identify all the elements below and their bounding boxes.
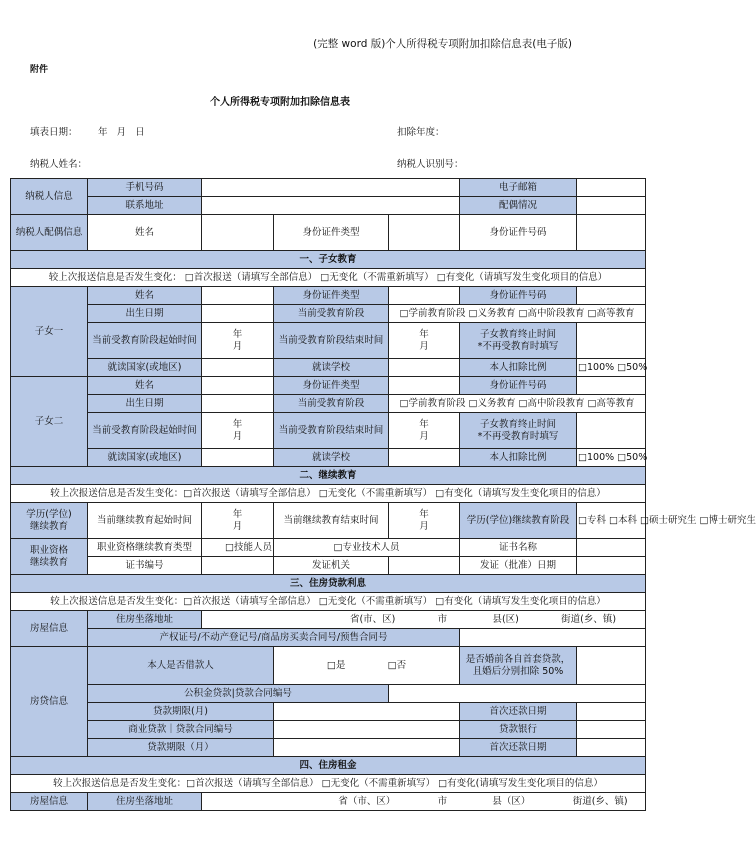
issue-date-label: 发证（批准）日期 — [460, 557, 577, 575]
child2-id-number-input[interactable] — [577, 377, 646, 395]
child1-terminate-label: 子女教育终止时间 *不再受教育时填写 — [460, 323, 577, 359]
phone-label: 手机号码 — [88, 179, 202, 197]
document-title: (完整 word 版)个人所得税专项附加扣除信息表(电子版) — [313, 38, 572, 50]
bank-label: 贷款银行 — [460, 721, 577, 739]
cert-name-input[interactable] — [577, 539, 646, 557]
first-repay2-input[interactable] — [577, 739, 646, 757]
cont-edu-change-options[interactable]: 较上次报送信息是否发生变化：□首次报送（请填写全部信息） □无变化（不需重新填写） □有变化（请填写发生变化项目的信息） — [11, 485, 646, 503]
child1-school-input[interactable] — [389, 359, 460, 377]
child1-country-label: 就读国家(或地区) — [88, 359, 202, 377]
child2-stage-label: 当前受教育阶段 — [274, 395, 389, 413]
cont-edu-stage-label: 学历(学位)继续教育阶段 — [460, 503, 577, 539]
child1-birth-label: 出生日期 — [88, 305, 202, 323]
loan-house-info-label: 房屋信息 — [11, 611, 88, 647]
child2-end-label: 当前受教育阶段结束时间 — [274, 413, 389, 449]
phone-input[interactable] — [202, 179, 460, 197]
child-two-label: 子女二 — [11, 377, 88, 467]
child-edu-change-options[interactable]: 较上次报送信息是否发生变化： □首次报送（请填写全部信息） □无变化（不需重新填写） □有变化（请填写发生变化项目的信息） — [11, 269, 646, 287]
child1-birth-input[interactable] — [202, 305, 274, 323]
child2-school-label: 就读学校 — [274, 449, 389, 467]
child2-id-type-label: 身份证件类型 — [274, 377, 389, 395]
child1-name-label: 姓名 — [88, 287, 202, 305]
cont-edu-start-label: 当前继续教育起始时间 — [88, 503, 202, 539]
taxpayer-name-label: 纳税人姓名： — [30, 159, 88, 170]
cont-edu-end-input[interactable]: 年 月 — [389, 503, 460, 539]
child1-terminate-input[interactable] — [577, 323, 646, 359]
spouse-info-label: 纳税人配偶信息 — [11, 215, 88, 251]
section-continuing-education-title: 二、继续教育 — [11, 467, 646, 485]
child2-school-input[interactable] — [389, 449, 460, 467]
borrower-options[interactable]: □是 □否 — [274, 647, 460, 685]
deduction-form-table — [10, 178, 756, 811]
child1-end-label: 当前受教育阶段结束时间 — [274, 323, 389, 359]
rent-change-options[interactable]: 较上次报送信息是否发生变化：□首次报送（请填写全部信息） □无变化（不需重新填写） □有变化(请填写发生变化项目的信息） — [11, 775, 646, 793]
loan-address-input[interactable]: 省(市、区) 市 县(区) 街道(乡、镇) — [202, 611, 646, 629]
address-label: 联系地址 — [88, 197, 202, 215]
cert-name-label: 证书名称 — [460, 539, 577, 557]
child2-end-input[interactable]: 年 月 — [389, 413, 460, 449]
loan-change-options[interactable]: 较上次报送信息是否发生变化：□首次报送（请填写全部信息） □无变化（不需重新填写） □有变化（请填写发生变化项目的信息） — [11, 593, 646, 611]
prof-tech-option[interactable]: □专业技术人员 — [274, 539, 460, 557]
first-home-label: 是否婚前各自首套贷款， 且婚后分别扣除 50% — [460, 647, 577, 685]
child2-terminate-label: 子女教育终止时间 *不再受教育时填写 — [460, 413, 577, 449]
first-repay-label: 首次还款日期 — [460, 703, 577, 721]
loan-address-label: 住房坐落地址 — [88, 611, 202, 629]
form-title: 个人所得税专项附加扣除信息表 — [210, 97, 350, 108]
child2-ratio-label: 本人扣除比例 — [460, 449, 577, 467]
child2-ratio-options[interactable]: □100% □50% — [577, 449, 646, 467]
commercial-term-label: 贷款期限（月） — [88, 739, 274, 757]
child1-id-number-input[interactable] — [577, 287, 646, 305]
child2-birth-label: 出生日期 — [88, 395, 202, 413]
loan-info-label: 房贷信息 — [11, 647, 88, 757]
taxpayer-info-label: 纳税人信息 — [11, 179, 88, 215]
child1-school-label: 就读学校 — [274, 359, 389, 377]
section-housing-loan-title: 三、住房贷款利息 — [11, 575, 646, 593]
cont-edu-stage-options[interactable]: □专科 □本科 □硕士研究生 □博士研究生 — [577, 503, 646, 539]
fill-date-value[interactable]: 年 月 日 — [98, 127, 145, 138]
prof-edu-label: 职业资格 继续教育 — [11, 539, 88, 575]
child1-start-input[interactable]: 年 月 — [202, 323, 274, 359]
address-input[interactable] — [202, 197, 460, 215]
email-input[interactable] — [577, 179, 646, 197]
spouse-id-type-input[interactable] — [389, 215, 460, 251]
form-frame — [10, 178, 756, 807]
child2-id-number-label: 身份证件号码 — [460, 377, 577, 395]
spouse-name-label: 姓名 — [88, 215, 202, 251]
child2-start-input[interactable]: 年 月 — [202, 413, 274, 449]
fund-contract-label: 公积金贷款|贷款合同编号 — [88, 685, 389, 703]
child1-id-type-label: 身份证件类型 — [274, 287, 389, 305]
spouse-status-label: 配偶情况 — [460, 197, 577, 215]
child2-country-label: 就读国家(或地区) — [88, 449, 202, 467]
email-label: 电子邮箱 — [460, 179, 577, 197]
rent-address-label: 住房坐落地址 — [88, 793, 202, 811]
child2-stage-options[interactable]: □学前教育阶段 □义务教育 □高中阶段教育 □高等教育 — [389, 395, 646, 413]
fund-contract-input[interactable] — [389, 685, 646, 703]
fund-term-input[interactable] — [274, 703, 460, 721]
child1-ratio-options[interactable]: □100% □50% — [577, 359, 646, 377]
child1-country-input[interactable] — [202, 359, 274, 377]
taxpayer-id-label: 纳税人识别号： — [397, 159, 464, 170]
fund-term-label: 贷款期限(月) — [88, 703, 274, 721]
attachment-label: 附件 — [30, 65, 49, 75]
child1-end-input[interactable]: 年 月 — [389, 323, 460, 359]
first-repay-input[interactable] — [577, 703, 646, 721]
rent-address-input[interactable]: 省（市、区） 市 县（区） 街道(乡、镇) — [202, 793, 646, 811]
child1-stage-label: 当前受教育阶段 — [274, 305, 389, 323]
issue-date-input[interactable] — [577, 557, 646, 575]
borrower-label: 本人是否借款人 — [88, 647, 274, 685]
child1-ratio-label: 本人扣除比例 — [460, 359, 577, 377]
commercial-contract-label: 商业贷款｜贷款合同编号 — [88, 721, 274, 739]
spouse-id-number-input[interactable] — [577, 215, 646, 251]
first-home-input[interactable] — [577, 647, 646, 685]
issuer-label: 发证机关 — [274, 557, 389, 575]
bank-input[interactable] — [577, 721, 646, 739]
cert-number-label: 证书编号 — [88, 557, 202, 575]
first-repay2-label: 首次还款日期 — [460, 739, 577, 757]
child2-start-label: 当前受教育阶段起始时间 — [88, 413, 202, 449]
cert-number-input[interactable] — [202, 557, 274, 575]
child1-id-number-label: 身份证件号码 — [460, 287, 577, 305]
skill-option[interactable]: □技能人员 — [202, 539, 274, 557]
prof-type-label: 职业资格继续教育类型 — [88, 539, 202, 557]
child2-birth-input[interactable] — [202, 395, 274, 413]
issuer-input[interactable] — [389, 557, 460, 575]
cont-edu-start-input[interactable]: 年 月 — [202, 503, 274, 539]
spouse-id-type-label: 身份证件类型 — [274, 215, 389, 251]
child2-id-type-input[interactable] — [389, 377, 460, 395]
spouse-name-input[interactable] — [202, 215, 274, 251]
child-one-label: 子女一 — [11, 287, 88, 377]
cont-edu-end-label: 当前继续教育结束时间 — [274, 503, 389, 539]
spouse-status-input[interactable] — [577, 197, 646, 215]
child2-name-label: 姓名 — [88, 377, 202, 395]
property-cert-label: 产权证号/不动产登记号/商品房买卖合同号/预售合同号 — [88, 629, 460, 647]
child2-name-input[interactable] — [202, 377, 274, 395]
rent-house-info-label: 房屋信息 — [11, 793, 88, 811]
degree-edu-label: 学历(学位) 继续教育 — [11, 503, 88, 539]
property-cert-input[interactable] — [460, 629, 646, 647]
child2-terminate-input[interactable] — [577, 413, 646, 449]
commercial-contract-input[interactable] — [274, 721, 460, 739]
child1-start-label: 当前受教育阶段起始时间 — [88, 323, 202, 359]
deduction-year-label: 扣除年度： — [397, 127, 445, 138]
child1-stage-options[interactable]: □学前教育阶段 □义务教育 □高中阶段教育 □高等教育 — [389, 305, 646, 323]
spouse-id-number-label: 身份证件号码 — [460, 215, 577, 251]
child1-id-type-input[interactable] — [389, 287, 460, 305]
child2-country-input[interactable] — [202, 449, 274, 467]
fill-date-label: 填表日期： — [30, 127, 78, 138]
child1-name-input[interactable] — [202, 287, 274, 305]
commercial-term-input[interactable] — [274, 739, 460, 757]
section-child-education-title: 一、子女教育 — [11, 251, 646, 269]
section-housing-rent-title: 四、住房租金 — [11, 757, 646, 775]
